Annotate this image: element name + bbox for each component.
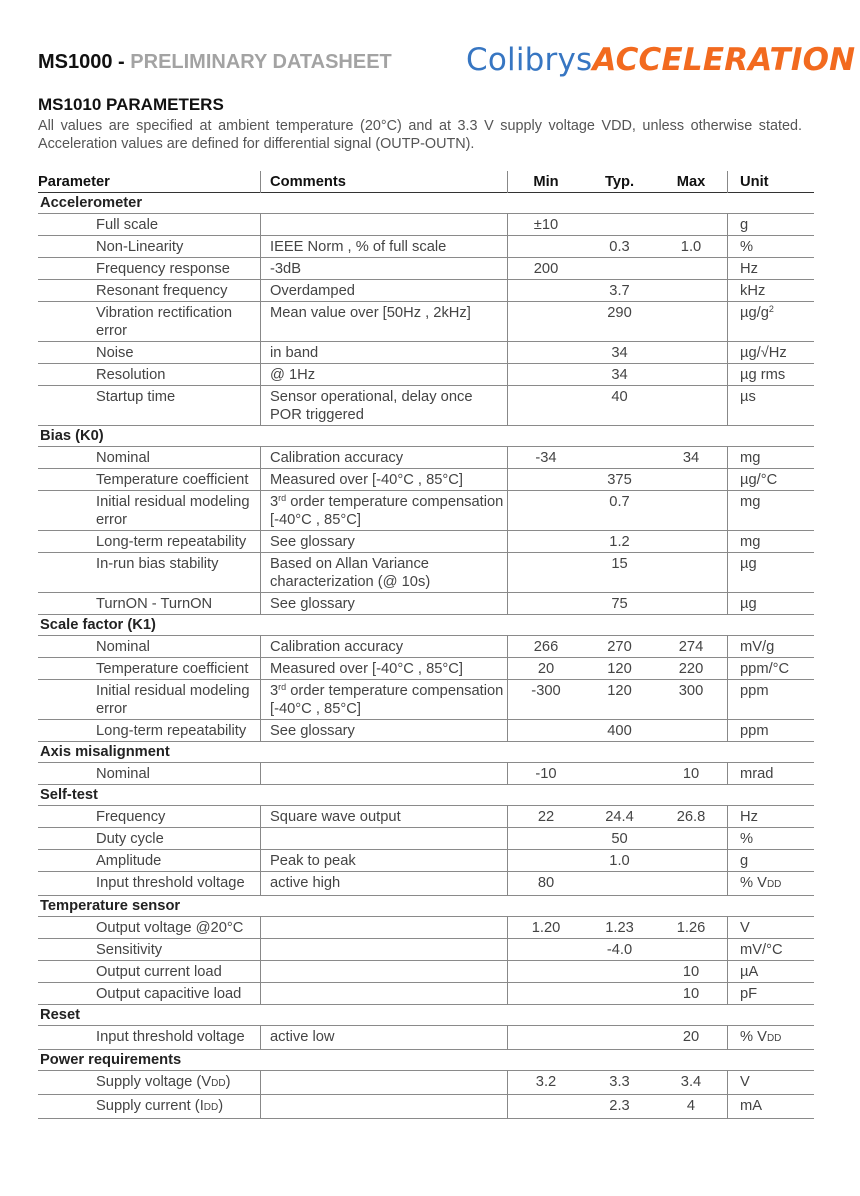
typ-cell: 3.7 (609, 283, 630, 299)
comment-cell: active low (261, 1026, 508, 1050)
typ-cell: 75 (611, 596, 628, 612)
max-cell (655, 342, 728, 364)
typ-cell: 1.0 (609, 853, 630, 869)
typ-cell: 50 (611, 831, 628, 847)
parameters-table (38, 171, 814, 1119)
group-title: Bias (K0) (40, 428, 104, 444)
min-cell: 1.20 (508, 917, 585, 939)
max-cell (655, 720, 728, 742)
typ-cell: 1.23 (605, 920, 634, 936)
unit-cell: g (728, 214, 815, 236)
parameter-cell: Frequency (96, 809, 166, 825)
typ-cell: 34 (611, 367, 628, 383)
group-title: Reset (40, 1007, 81, 1023)
min-cell (508, 983, 585, 1005)
comment-cell: See glossary (261, 720, 508, 742)
parameter-cell: Output current load (96, 964, 222, 980)
parameter-cell: Non-Linearity (96, 239, 184, 255)
parameter-cell: Supply voltage (VDD) (96, 1074, 231, 1090)
typ-cell (584, 447, 655, 469)
parameter-cell: Input threshold voltage (96, 1029, 245, 1045)
max-cell (655, 531, 728, 553)
typ-cell (584, 872, 655, 896)
parameter-cell: Full scale (96, 217, 159, 233)
max-cell (655, 553, 728, 593)
typ-cell: -4.0 (606, 942, 633, 958)
max-cell (655, 469, 728, 491)
unit-cell: % (728, 828, 815, 850)
header-comments: Comments (261, 171, 508, 193)
group-title: Power requirements (40, 1052, 182, 1068)
unit-cell: Hz (728, 258, 815, 280)
max-cell: 300 (678, 683, 704, 699)
min-cell (508, 386, 585, 426)
min-cell (508, 961, 585, 983)
comment-cell: active high (261, 872, 508, 896)
group-title: Scale factor (K1) (40, 617, 156, 633)
unit-cell: mA (728, 1095, 815, 1119)
table-row (38, 720, 814, 742)
comment-cell: Overdamped (261, 280, 508, 302)
typ-cell: 270 (607, 639, 632, 655)
table-row (38, 491, 814, 531)
typ-cell: 0.7 (609, 494, 630, 510)
table-row (38, 302, 814, 342)
parameter-cell: Startup time (96, 389, 176, 405)
max-cell: 26.8 (676, 809, 706, 825)
parameter-cell: Duty cycle (96, 831, 164, 847)
min-cell: 80 (508, 872, 585, 896)
max-cell (655, 593, 728, 615)
unit-cell: mg (728, 447, 815, 469)
max-cell (655, 258, 728, 280)
parameter-cell: TurnON - TurnON (96, 596, 213, 612)
brand-division: ACCELERATION (592, 42, 856, 78)
comment-cell: Peak to peak (261, 850, 508, 872)
unit-cell: µg/°C (728, 469, 815, 491)
min-cell: 200 (508, 258, 585, 280)
comment-cell: Calibration accuracy (261, 636, 508, 658)
table-row (38, 1026, 814, 1050)
parameter-cell: Temperature coefficient (96, 472, 249, 488)
max-cell (655, 302, 728, 342)
min-cell: -10 (508, 763, 585, 785)
min-cell: 22 (508, 806, 585, 828)
comment-cell: IEEE Norm , % of full scale (261, 236, 508, 258)
unit-cell: ppm (728, 680, 815, 720)
table-row (38, 872, 814, 896)
max-cell (655, 872, 728, 896)
parameter-cell: Nominal (96, 639, 150, 655)
unit-cell: µs (728, 386, 815, 426)
parameter-cell: Vibration rectification error (96, 305, 233, 339)
brand-logo (466, 42, 855, 78)
comment-cell: 3rd order temperature compensation [-40°C , 85°C] (261, 491, 508, 531)
parameter-cell: In-run bias stability (96, 556, 219, 572)
table-row (38, 386, 814, 426)
comment-cell: Calibration accuracy (261, 447, 508, 469)
max-cell: 10 (682, 986, 700, 1002)
table-row (38, 447, 814, 469)
typ-cell: 290 (607, 305, 632, 321)
comment-cell (261, 939, 508, 961)
brand-name: Colibrys (466, 42, 593, 78)
typ-cell: 2.3 (609, 1098, 630, 1114)
unit-cell: V (728, 917, 815, 939)
comment-cell (261, 828, 508, 850)
comment-cell: Measured over [-40°C , 85°C] (261, 658, 508, 680)
table-row (38, 258, 814, 280)
parameter-cell: Long-term repeatability (96, 534, 247, 550)
max-cell: 10 (682, 766, 700, 782)
parameter-cell: Initial residual modeling error (96, 683, 250, 717)
parameter-cell: Temperature coefficient (96, 661, 249, 677)
section-title: MS1010 PARAMETERS (38, 95, 224, 114)
typ-cell: 400 (607, 723, 632, 739)
group-row (38, 426, 814, 447)
table-row (38, 828, 814, 850)
table-row (38, 917, 814, 939)
typ-cell (584, 983, 655, 1005)
table-row (38, 806, 814, 828)
parameter-cell: Output capacitive load (96, 986, 242, 1002)
table-row (38, 763, 814, 785)
min-cell: 3.2 (508, 1071, 585, 1095)
min-cell (508, 1095, 585, 1119)
document-subtitle: PRELIMINARY DATASHEET (130, 51, 392, 73)
typ-cell (584, 763, 655, 785)
max-cell (655, 214, 728, 236)
max-cell: 1.26 (676, 920, 706, 936)
comment-cell: in band (261, 342, 508, 364)
max-cell: 3.4 (680, 1074, 702, 1090)
group-row (38, 1005, 814, 1026)
unit-cell: V (728, 1071, 815, 1095)
parameter-cell: Amplitude (96, 853, 162, 869)
table-row (38, 983, 814, 1005)
parameter-cell: Long-term repeatability (96, 723, 247, 739)
max-cell (655, 364, 728, 386)
unit-cell: µA (728, 961, 815, 983)
comment-cell: Sensor operational, delay once POR triggered (261, 386, 508, 426)
min-cell (508, 364, 585, 386)
comment-cell: Square wave output (261, 806, 508, 828)
unit-cell: % VDD (728, 1026, 815, 1050)
table-row (38, 469, 814, 491)
page-header (0, 0, 860, 90)
max-cell: 220 (678, 661, 704, 677)
min-cell (508, 491, 585, 531)
max-cell (655, 850, 728, 872)
table-row (38, 1095, 814, 1119)
unit-cell: mg (728, 531, 815, 553)
table-row (38, 1071, 814, 1095)
comment-cell (261, 1095, 508, 1119)
parameter-cell: Output voltage @20°C (96, 920, 244, 936)
min-cell: 266 (508, 636, 585, 658)
min-cell: 20 (508, 658, 585, 680)
comment-cell (261, 763, 508, 785)
comment-cell (261, 214, 508, 236)
min-cell: -34 (508, 447, 585, 469)
comment-cell: See glossary (261, 593, 508, 615)
comment-cell: Based on Allan Variance characterization (@ 10s) (261, 553, 508, 593)
max-cell: 20 (682, 1029, 700, 1045)
table-row (38, 593, 814, 615)
min-cell (508, 828, 585, 850)
header-unit: Unit (728, 171, 815, 193)
typ-cell: 15 (611, 556, 628, 572)
unit-cell: µg (728, 553, 815, 593)
typ-cell: 24.4 (605, 809, 634, 825)
table-row (38, 553, 814, 593)
max-cell: 274 (678, 639, 704, 655)
comment-cell: Mean value over [50Hz , 2kHz] (261, 302, 508, 342)
group-title: Temperature sensor (40, 898, 181, 914)
parameter-cell: Nominal (96, 450, 150, 466)
comment-cell (261, 917, 508, 939)
typ-cell: 0.3 (609, 239, 630, 255)
header-max: Max (676, 174, 706, 190)
typ-cell: 40 (611, 389, 628, 405)
unit-cell: ppm/°C (728, 658, 815, 680)
typ-cell (584, 214, 655, 236)
parameter-cell: Input threshold voltage (96, 875, 245, 891)
typ-cell: 120 (607, 661, 632, 677)
table-row (38, 680, 814, 720)
unit-cell: mV/g (728, 636, 815, 658)
typ-cell (584, 258, 655, 280)
min-cell (508, 531, 585, 553)
unit-cell: % VDD (728, 872, 815, 896)
document-title (38, 51, 392, 74)
header-typ: Typ. (604, 174, 635, 190)
typ-cell: 375 (607, 472, 632, 488)
unit-cell: % (728, 236, 815, 258)
group-title: Accelerometer (40, 195, 143, 211)
max-cell: 4 (686, 1098, 696, 1114)
section-intro: All values are specified at ambient temperature (20°C) and at 3.3 V supply voltage VDD, unless otherwise stated. Acceleration values are defined for differential signal (OUTP-OUTN). (38, 118, 802, 152)
min-cell (508, 236, 585, 258)
max-cell (655, 491, 728, 531)
typ-cell (584, 1026, 655, 1050)
table-row (38, 939, 814, 961)
comment-cell: @ 1Hz (261, 364, 508, 386)
typ-cell: 1.2 (609, 534, 630, 550)
unit-cell: g (728, 850, 815, 872)
table-row (38, 364, 814, 386)
table-header-row (38, 171, 814, 193)
max-cell (655, 828, 728, 850)
typ-cell: 34 (611, 345, 628, 361)
typ-cell: 120 (607, 683, 632, 699)
group-row (38, 193, 814, 214)
unit-cell: ppm (728, 720, 815, 742)
header-parameter: Parameter (38, 174, 110, 190)
comment-cell: See glossary (261, 531, 508, 553)
table-row (38, 342, 814, 364)
table-row (38, 214, 814, 236)
min-cell (508, 302, 585, 342)
min-cell (508, 593, 585, 615)
comment-cell: Measured over [-40°C , 85°C] (261, 469, 508, 491)
parameter-cell: Frequency response (96, 261, 230, 277)
min-cell (508, 553, 585, 593)
min-cell (508, 469, 585, 491)
max-cell (655, 386, 728, 426)
comment-cell (261, 961, 508, 983)
table-row (38, 658, 814, 680)
max-cell: 34 (682, 450, 700, 466)
comment-cell (261, 1071, 508, 1095)
table-body (38, 193, 814, 1119)
typ-cell (584, 961, 655, 983)
table-row (38, 531, 814, 553)
group-row (38, 615, 814, 636)
parameter-cell: Sensitivity (96, 942, 163, 958)
max-cell: 1.0 (680, 239, 702, 255)
parameter-cell: Resonant frequency (96, 283, 228, 299)
typ-cell: 3.3 (609, 1074, 630, 1090)
group-row (38, 742, 814, 763)
table-row (38, 850, 814, 872)
min-cell (508, 280, 585, 302)
group-row (38, 1050, 814, 1071)
unit-cell: mg (728, 491, 815, 531)
parameter-cell: Resolution (96, 367, 166, 383)
parameter-cell: Noise (96, 345, 134, 361)
max-cell (655, 280, 728, 302)
min-cell (508, 342, 585, 364)
header-min: Min (508, 171, 585, 193)
min-cell (508, 939, 585, 961)
parameter-cell: Initial residual modeling error (96, 494, 250, 528)
max-cell (655, 939, 728, 961)
comment-cell: -3dB (261, 258, 508, 280)
unit-cell: mV/°C (728, 939, 815, 961)
unit-cell: $\mu g/g^2$ (728, 302, 815, 342)
min-cell (508, 720, 585, 742)
unit-cell: pF (728, 983, 815, 1005)
table-row (38, 636, 814, 658)
min-cell: ±10 (508, 214, 585, 236)
parameter-cell: Nominal (96, 766, 150, 782)
table-row (38, 280, 814, 302)
min-cell: -300 (508, 680, 585, 720)
table-row (38, 236, 814, 258)
unit-cell: µg rms (728, 364, 815, 386)
table-row (38, 961, 814, 983)
parameter-cell: Supply current (IDD) (96, 1098, 224, 1114)
min-cell (508, 1026, 585, 1050)
group-row (38, 785, 814, 806)
min-cell (508, 850, 585, 872)
model-number: MS1000 - (38, 51, 125, 73)
unit-cell: mrad (728, 763, 815, 785)
unit-cell: µg (728, 593, 815, 615)
max-cell: 10 (682, 964, 700, 980)
unit-cell: Hz (728, 806, 815, 828)
group-row (38, 896, 814, 917)
group-title: Axis misalignment (40, 744, 170, 760)
unit-cell: kHz (728, 280, 815, 302)
comment-cell (261, 983, 508, 1005)
unit-cell: µg/√Hz (728, 342, 815, 364)
group-title: Self-test (40, 787, 98, 803)
comment-cell: 3rd order temperature compensation [-40°C , 85°C] (261, 680, 508, 720)
